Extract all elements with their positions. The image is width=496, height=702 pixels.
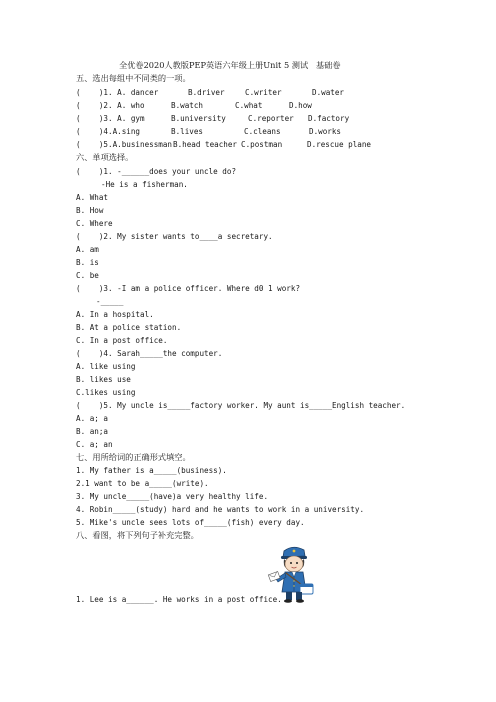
s5-row-4-c: C.cleans <box>244 127 281 136</box>
s5-row-5-c: C.postman <box>241 140 283 149</box>
s6-q2-option-b: B. is <box>76 258 99 267</box>
s5-row-2-d: D.how <box>289 101 312 110</box>
s5-row-5-b: B.head teacher <box>173 140 238 149</box>
section-5-heading: 五、选出每组中不同类的一项。 <box>76 73 191 83</box>
s5-row-1-d: D.water <box>312 88 345 97</box>
s6-q5-option-c: C. a; an <box>76 440 113 449</box>
s6-q2-option-a: A. am <box>76 245 99 254</box>
s5-row-2-a: ( )2. A. who <box>76 101 145 110</box>
s5-row-4-d: D.works <box>309 127 342 136</box>
s6-q5: ( )5. My uncle is_____factory worker. My aunt is_____English teacher. <box>76 401 406 410</box>
s5-row-1-b: B.driver <box>188 88 225 97</box>
s5-row-1-c: C.writer <box>245 88 282 97</box>
s6-q2-option-c: C. be <box>76 271 99 280</box>
s6-q4-option-a: A. like using <box>76 362 136 371</box>
s5-row-5-d: D.rescue plane <box>307 140 372 149</box>
s6-q4: ( )4. Sarah_____the computer. <box>76 349 223 358</box>
s6-q5-option-b: B. an;a <box>76 427 109 436</box>
section-8-heading: 八、看图，将下列句子补充完整。 <box>76 530 199 540</box>
s6-q3: ( )3. -I am a police officer. Where d0 1 work? <box>76 284 301 293</box>
page-title: 全优卷2020人教版PEP英语六年级上册Unit 5 测试 基础卷 <box>119 60 341 70</box>
s6-q1: ( )1. -______does your uncle do? <box>76 167 237 176</box>
s5-row-2-c: C.what <box>235 101 263 110</box>
s5-row-3-c: C.reporter <box>248 114 294 123</box>
s5-row-4-b: B.lives <box>171 127 204 136</box>
s6-q3-option-b: B. At a police station. <box>76 323 182 332</box>
s6-q1-option-c: C. Where <box>76 219 113 228</box>
s5-row-3-d: D.factory <box>308 114 350 123</box>
s5-row-3-b: B.university <box>171 114 226 123</box>
s7-item-5: 5. Mike's uncle sees lots of_____(fish) every day. <box>76 518 305 527</box>
s6-q3-option-a: A. In a hospital. <box>76 310 154 319</box>
s6-q5-option-a: A. a; a <box>76 414 109 423</box>
s6-q2: ( )2. My sister wants to____a secretary. <box>76 232 273 241</box>
s6-q1-option-b: B. How <box>76 206 104 215</box>
s5-row-1-a: ( )1. A. dancer <box>76 88 159 97</box>
s6-q1-option-a: A. What <box>76 193 109 202</box>
s5-row-5-a: ( )5.A.businessman <box>76 140 173 149</box>
s7-item-2: 2.1 want to be a_____(write). <box>76 479 209 488</box>
section-6-heading: 六、单项选择。 <box>76 152 134 162</box>
s6-q4-option-c: C.likes using <box>76 388 136 397</box>
s5-row-2-b: B.watch <box>171 101 204 110</box>
s6-q1-reply: -He is a fisherman. <box>101 180 188 189</box>
s8-item-1: 1. Lee is a______. He works in a post office. <box>76 595 282 604</box>
s6-q3-option-c: C. In a post office. <box>76 336 168 345</box>
s6-q3-reply: -_____ <box>96 297 124 306</box>
s5-row-3-a: ( )3. A. gym <box>76 114 145 123</box>
s7-item-3: 3. My uncle_____(have)a very healthy life. <box>76 492 269 501</box>
section-7-heading: 七、用所给词的正确形式填空。 <box>76 452 191 462</box>
s7-item-4: 4. Robin_____(study) hard and he wants to work in a university. <box>76 505 365 514</box>
s7-item-1: 1. My father is a_____(business). <box>76 466 227 475</box>
s6-q4-option-b: B. likes use <box>76 375 131 384</box>
s5-row-4-a: ( )4.A.sing <box>76 127 141 136</box>
